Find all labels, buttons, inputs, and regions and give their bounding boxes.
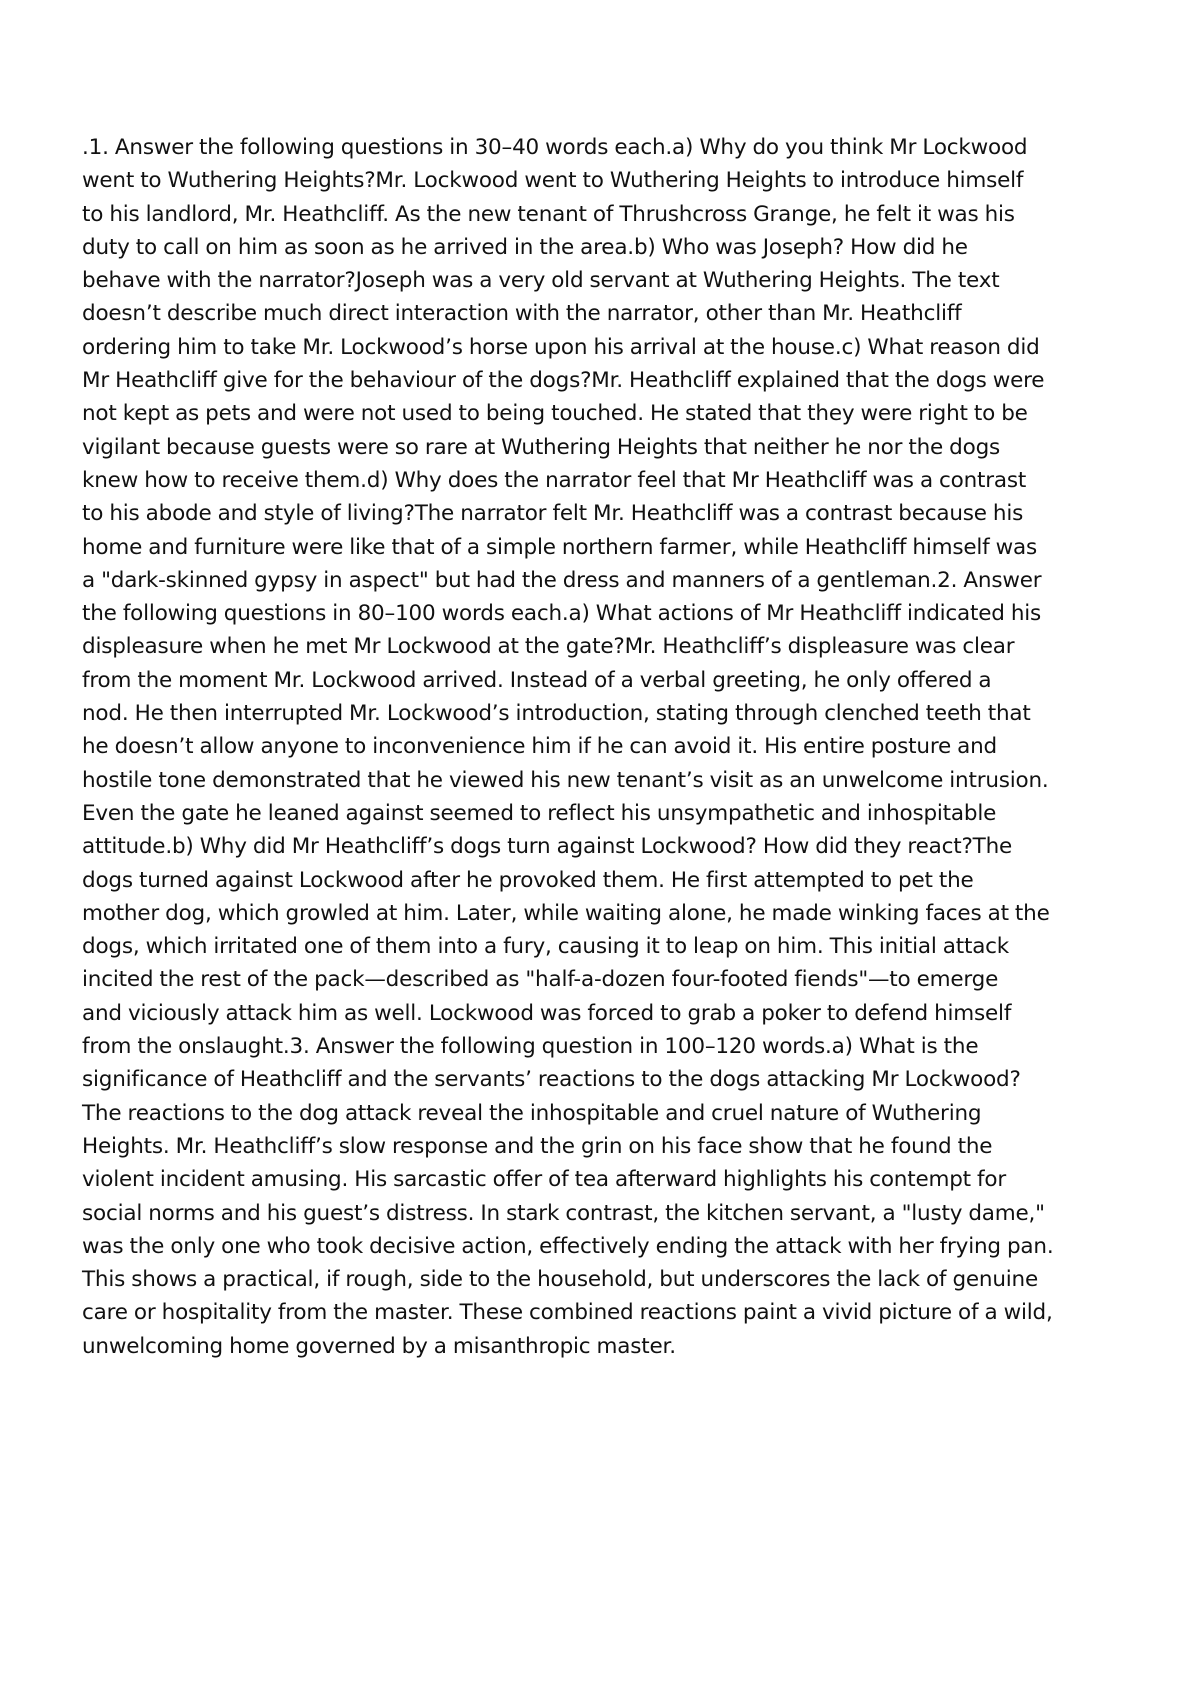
text-line: attitude.b) Why did Mr Heathcliff’s dogs turn against Lockwood? How did they react?The	[82, 834, 1013, 860]
text-line: Even the gate he leaned against seemed to reflect his unsympathetic and inhospitable	[82, 800, 997, 826]
text-line: nod. He then interrupted Mr. Lockwood’s introduction, stating through clenched teeth that	[82, 701, 1031, 727]
text-line: mother dog, which growled at him. Later, while waiting alone, he made winking faces at the	[82, 900, 1050, 926]
text-line: doesn’t describe much direct interaction with the narrator, other than Mr. Heathcliff	[82, 301, 962, 327]
text-line: displeasure when he met Mr Lockwood at the gate?Mr. Heathcliff’s displeasure was clear	[82, 634, 1015, 660]
text-line: .1. Answer the following questions in 30–40 words each.a) Why do you think Mr Lockwood	[82, 135, 1028, 160]
text-line: he doesn’t allow anyone to inconvenience him if he can avoid it. His entire posture and	[82, 734, 997, 760]
text-line: was the only one who took decisive action, effectively ending the attack with her frying pan.	[82, 1233, 1054, 1259]
text-line: dogs, which irritated one of them into a fury, causing it to leap on him. This initial attack	[82, 934, 1010, 960]
text-line: not kept as pets and were not used to being touched. He stated that they were right to be	[82, 401, 1028, 427]
text-line: duty to call on him as soon as he arrived in the area.b) Who was Joseph? How did he	[82, 234, 968, 260]
text-line: went to Wuthering Heights?Mr. Lockwood went to Wuthering Heights to introduce himself	[82, 168, 1024, 194]
text-line: and viciously attack him as well. Lockwood was forced to grab a poker to defend himself	[82, 1000, 1012, 1026]
text-line: This shows a practical, if rough, side to the household, but underscores the lack of genuine	[82, 1267, 1038, 1293]
text-line: knew how to receive them.d) Why does the narrator feel that Mr Heathcliff was a contrast	[82, 467, 1027, 493]
text-line: Mr Heathcliff give for the behaviour of the dogs?Mr. Heathcliff explained that the dogs were	[82, 368, 1045, 394]
text-line: home and furniture were like that of a simple northern farmer, while Heathcliff himself was	[82, 534, 1038, 560]
text-line: unwelcoming home governed by a misanthropic master.	[82, 1333, 676, 1359]
text-line: from the moment Mr. Lockwood arrived. Instead of a verbal greeting, he only offered a	[82, 667, 992, 693]
text-line: violent incident amusing. His sarcastic offer of tea afterward highlights his contempt for	[82, 1167, 1006, 1193]
text-line: to his abode and style of living?The narrator felt Mr. Heathcliff was a contrast because his	[82, 501, 1024, 527]
text-line: vigilant because guests were so rare at Wuthering Heights that neither he nor the dogs	[82, 434, 1001, 460]
text-line: The reactions to the dog attack reveal the inhospitable and cruel nature of Wuthering	[82, 1100, 982, 1126]
text-line: significance of Heathcliff and the servants’ reactions to the dogs attacking Mr Lockwood?	[82, 1067, 1021, 1093]
text-line: dogs turned against Lockwood after he provoked them. He first attempted to pet the	[82, 867, 974, 893]
text-line: the following questions in 80–100 words each.a) What actions of Mr Heathcliff indicated his	[82, 601, 1042, 627]
text-line: social norms and his guest’s distress. In stark contrast, the kitchen servant, a "lusty dame,"	[82, 1200, 1045, 1226]
text-line: from the onslaught.3. Answer the following question in 100–120 words.a) What is the	[82, 1034, 979, 1060]
text-line: a "dark-skinned gypsy in aspect" but had the dress and manners of a gentleman.2. Answer	[82, 567, 1042, 593]
text-line: to his landlord, Mr. Heathcliff. As the new tenant of Thrushcross Grange, he felt it was his	[82, 201, 1015, 227]
text-line: hostile tone demonstrated that he viewed his new tenant’s visit as an unwelcome intrusion.	[82, 767, 1049, 793]
document-body	[82, 131, 1132, 1363]
text-line: incited the rest of the pack—described as "half-a-dozen four-footed fiends"—to emerge	[82, 967, 999, 993]
text-line: care or hospitality from the master. These combined reactions paint a vivid picture of a wild,	[82, 1300, 1053, 1326]
text-line: behave with the narrator?Joseph was a very old servant at Wuthering Heights. The text	[82, 268, 1000, 294]
text-line: ordering him to take Mr. Lockwood’s horse upon his arrival at the house.c) What reason did	[82, 334, 1040, 360]
text-line: Heights. Mr. Heathcliff’s slow response and the grin on his face show that he found the	[82, 1133, 993, 1159]
